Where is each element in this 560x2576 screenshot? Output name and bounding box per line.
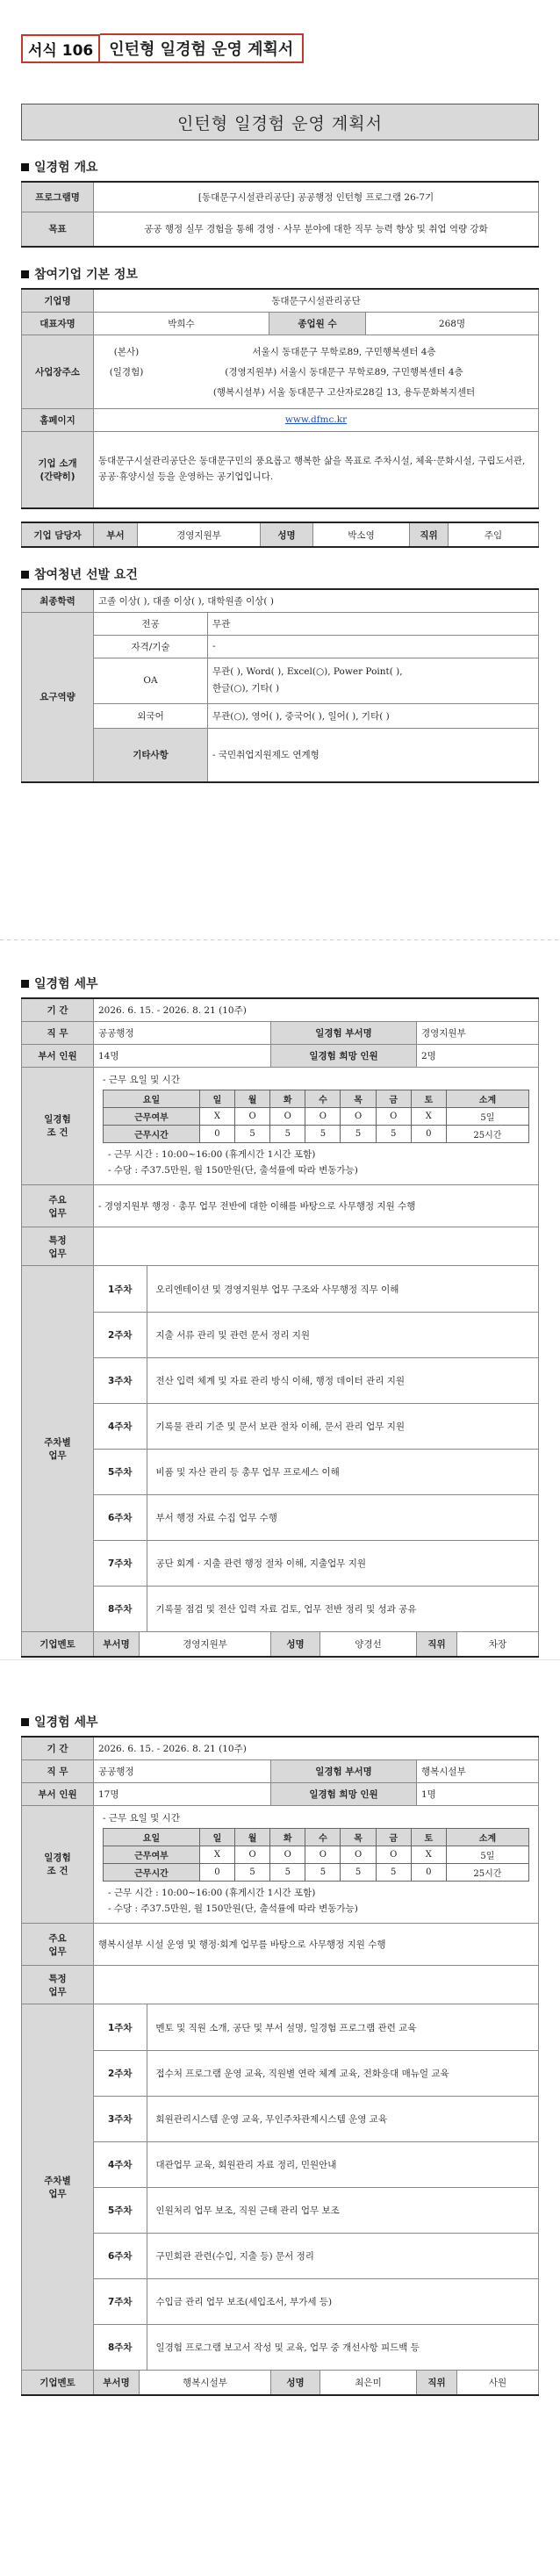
address-label: 사업장주소 (22, 335, 94, 408)
oa-label: OA (94, 658, 208, 703)
special-label-line2: 업무 (48, 1986, 67, 1997)
workday-table (103, 1828, 529, 1882)
week-row (94, 2050, 538, 2096)
work-status-cell: O (305, 1846, 341, 1863)
week-row (94, 2096, 538, 2141)
work-status-cell: 근무여부 (104, 1107, 200, 1125)
condition-label-line2: 조 건 (47, 1127, 68, 1139)
special-task-label (22, 1227, 94, 1266)
work-hours-cell: 5 (270, 1125, 305, 1142)
goal-label: 목표 (22, 212, 94, 247)
week-row (94, 2324, 538, 2370)
work-hours-cell: 5 (235, 1125, 270, 1142)
mentor-dept-value: 행복시설부 (140, 2371, 271, 2395)
address-tag-hq: (본사) (113, 346, 140, 357)
ceo-value: 박희수 (94, 312, 269, 335)
section-schedule-2-heading: 일경험 세부 (21, 1713, 539, 1731)
education-value: 고졸 이상( ), 대졸 이상( ), 대학원졸 이상( ) (94, 589, 539, 612)
main-task-value: 행복시설부 시설 운영 및 행정·회계 업무를 바탕으로 사무행정 지원 수행 (94, 1924, 539, 1966)
page-1 (0, 0, 560, 931)
form-header-title: 인턴형 일경험 운영 계획서 (100, 33, 304, 63)
work-status-cell: O (341, 1107, 376, 1125)
condition-intro: - 근무 요일 및 시간 (103, 1812, 180, 1824)
page-separator (0, 931, 560, 948)
week-row (94, 1312, 538, 1357)
week-number: 1주차 (94, 2004, 147, 2050)
week-task: 부서 행정 자료 수집 업무 수행 (147, 1494, 538, 1540)
workday-table (103, 1090, 529, 1143)
work-hours-cell: 25시간 (446, 1125, 528, 1142)
hope-value: 2명 (417, 1044, 539, 1067)
job-value: 공공행정 (94, 1759, 271, 1782)
week-row (94, 2233, 538, 2278)
education-label: 최종학력 (22, 589, 94, 612)
square-bullet-icon (21, 1718, 29, 1726)
intro-value: 동대문구시설관리공단은 동대문구민의 풍요롭고 행복한 삶을 목표로 주차시설, 체육·문화시설, 구립도서관, 공공·휴양시설 등을 운영하는 공기업입니다. (94, 431, 539, 508)
section-schedule-1-heading: 일경험 세부 (21, 975, 539, 992)
weekly-table (94, 1266, 538, 1631)
schedule-1-table (21, 997, 539, 1658)
day-header-cell: 화 (270, 1090, 305, 1107)
dept-value: 경영지원부 (417, 1021, 539, 1044)
week-task: 기록물 점검 및 전산 입력 자료 검토, 업무 전반 정리 및 성과 공유 (147, 1586, 538, 1631)
main-label-line1: 주요 (48, 1932, 67, 1944)
oa-line-2: 한글(○), 기타( ) (212, 683, 280, 694)
main-task-value: - 경영지원부 행정 · 총무 업무 전반에 대한 이해를 바탕으로 사무행정 지원 수행 (94, 1185, 539, 1227)
weekly-cell (94, 1266, 539, 1632)
work-hours-cell: 5 (376, 1125, 411, 1142)
work-hours-cell: 5 (235, 1863, 270, 1881)
main-label-line2: 업무 (48, 1207, 67, 1219)
mentor-dept-label: 부서명 (94, 1632, 140, 1657)
week-task: 지출 서류 관리 및 관련 문서 정리 지원 (147, 1312, 538, 1357)
mentor-position-value: 차장 (457, 1632, 539, 1657)
week-number: 8주차 (94, 1586, 147, 1631)
weekly-label (22, 1266, 94, 1632)
mentor-dept-value: 경영지원부 (140, 1632, 271, 1657)
weekly-label-line2: 업무 (48, 2189, 67, 2200)
square-bullet-icon (21, 980, 29, 988)
mentor-name-label: 성명 (271, 2371, 320, 2395)
work-hours-cell: 25시간 (446, 1863, 528, 1881)
work-hours-cell: 5 (341, 1863, 376, 1881)
requirements-table (21, 588, 539, 783)
day-header-cell: 수 (305, 1828, 341, 1846)
work-status-cell: O (305, 1107, 341, 1125)
work-status-cell: X (411, 1846, 446, 1863)
condition-note-2: - 수당 : 주37.5만원, 월 150만원(단, 출석률에 따라 변동가능) (108, 1903, 358, 1915)
work-status-cell: O (235, 1107, 270, 1125)
mentor-position-label: 직위 (417, 1632, 457, 1657)
company-label: 기업명 (22, 289, 94, 312)
day-header-cell: 요일 (104, 1090, 200, 1107)
document-title: 인턴형 일경험 운영 계획서 (21, 104, 539, 140)
address-tag-work: (일경험) (109, 366, 144, 378)
weekly-label (22, 2004, 94, 2371)
main-label-line1: 주요 (48, 1194, 67, 1205)
week-task: 비품 및 자산 관리 등 총무 업무 프로세스 이해 (147, 1449, 538, 1494)
work-status-cell: X (411, 1107, 446, 1125)
work-hours-cell: 5 (305, 1125, 341, 1142)
special-label-line1: 특정 (48, 1973, 67, 1984)
contact-dept-value: 경영지원부 (138, 522, 261, 547)
company-table (21, 288, 539, 509)
day-header-cell: 금 (376, 1828, 411, 1846)
recruit-value: 17명 (94, 1782, 271, 1805)
week-task: 접수처 프로그램 운영 교육, 직원별 연락 체계 교육, 전화응대 매뉴얼 교육 (147, 2050, 538, 2096)
square-bullet-icon (21, 270, 29, 278)
address-values (94, 335, 539, 408)
contact-name-label: 성명 (261, 522, 313, 547)
page-2 (0, 948, 560, 1659)
work-status-cell: O (376, 1846, 411, 1863)
form-number-badge: 서식 106 (21, 34, 100, 63)
mentor-name-value: 최은미 (320, 2371, 417, 2395)
job-label: 직 무 (22, 1021, 94, 1044)
form-header (21, 33, 539, 63)
work-status-cell: X (199, 1846, 234, 1863)
weekly-cell (94, 2004, 539, 2371)
week-number: 5주차 (94, 2187, 147, 2233)
work-status-cell: X (199, 1107, 234, 1125)
week-row (94, 1540, 538, 1586)
ceo-label: 대표자명 (22, 312, 94, 335)
work-hours-cell: 0 (199, 1125, 234, 1142)
work-status-cell: 5일 (446, 1846, 528, 1863)
week-row (94, 1449, 538, 1494)
week-number: 6주차 (94, 2233, 147, 2278)
work-hours-cell: 근무시간 (104, 1125, 200, 1142)
week-number: 1주차 (94, 1266, 147, 1312)
week-row (94, 1494, 538, 1540)
main-label-line2: 업무 (48, 1946, 67, 1957)
hope-label: 일경험 희망 인원 (271, 1782, 417, 1805)
weekly-label-line2: 업무 (48, 1450, 67, 1462)
address-work-1: (경영지원부) 서울시 동대문구 무학로89, 구민행복센터 4층 (225, 366, 463, 378)
weekly-label-line1: 주차별 (44, 2176, 71, 2187)
condition-label (22, 1067, 94, 1185)
condition-label-line1: 일경험 (44, 1853, 71, 1864)
week-number: 7주차 (94, 1540, 147, 1586)
work-status-cell: O (270, 1846, 305, 1863)
week-task: 전산 입력 체계 및 자료 관리 방식 이해, 행정 데이터 관리 지원 (147, 1357, 538, 1403)
recruit-label: 부서 인원 (22, 1044, 94, 1067)
contact-table (21, 522, 539, 548)
condition-note-1: - 근무 시간 : 10:00~16:00 (휴게시간 1시간 포함) (108, 1148, 316, 1160)
hope-value: 1명 (417, 1782, 539, 1805)
special-label-line1: 특정 (48, 1234, 67, 1246)
work-hours-cell: 0 (411, 1125, 446, 1142)
section-overview-heading: 일경험 개요 (21, 158, 539, 176)
period-label: 기 간 (22, 998, 94, 1021)
day-header-cell: 토 (411, 1828, 446, 1846)
employees-label: 종업원 수 (269, 312, 366, 335)
day-header-cell: 일 (199, 1090, 234, 1107)
etc-label: 기타사항 (94, 728, 208, 782)
language-value: 무관(○), 영어( ), 중국어( ), 일어( ), 기타( ) (208, 703, 539, 728)
main-task-label (22, 1185, 94, 1227)
day-header-cell: 일 (199, 1828, 234, 1846)
mentor-name-label: 성명 (271, 1632, 320, 1657)
period-label: 기 간 (22, 1737, 94, 1759)
address-work-2: (행복시설부) 서울 동대문구 고산자로28길 13, 용두문화복지센터 (212, 386, 476, 398)
week-row (94, 2278, 538, 2324)
work-hours-cell: 5 (376, 1863, 411, 1881)
day-header-cell: 목 (341, 1090, 376, 1107)
condition-cell (94, 1067, 539, 1185)
week-task: 오리엔테이션 및 경영지원부 업무 구조와 사무행정 직무 이해 (147, 1266, 538, 1312)
day-header-cell: 소계 (446, 1828, 528, 1846)
week-task: 기록물 관리 기준 및 문서 보관 절차 이해, 문서 관리 업무 지원 (147, 1403, 538, 1449)
week-task: 멘토 및 직원 소개, 공단 및 부서 설명, 일경험 프로그램 관련 교육 (147, 2004, 538, 2050)
homepage-label: 홈페이지 (22, 408, 94, 431)
special-task-label (22, 1966, 94, 2004)
oa-value (208, 658, 539, 703)
work-hours-cell: 5 (341, 1125, 376, 1142)
day-header-cell: 화 (270, 1828, 305, 1846)
week-task: 인원처리 업무 보조, 직원 근태 관리 업무 보조 (147, 2187, 538, 2233)
recruit-value: 14명 (94, 1044, 271, 1067)
day-header-cell: 소계 (446, 1090, 528, 1107)
schedule-2-table (21, 1736, 539, 2396)
work-status-cell: 근무여부 (104, 1846, 200, 1863)
condition-intro: - 근무 요일 및 시간 (103, 1074, 180, 1085)
work-hours-cell: 5 (270, 1863, 305, 1881)
day-header-cell: 월 (235, 1090, 270, 1107)
condition-label (22, 1805, 94, 1924)
work-status-cell: O (270, 1107, 305, 1125)
condition-note-1: - 근무 시간 : 10:00~16:00 (휴게시간 1시간 포함) (108, 1887, 316, 1898)
special-task-value (94, 1227, 539, 1266)
work-status-cell: 5일 (446, 1107, 528, 1125)
week-number: 4주차 (94, 2141, 147, 2187)
mentor-name-value: 양경선 (320, 1632, 417, 1657)
work-hours-cell: 5 (305, 1863, 341, 1881)
recruit-label: 부서 인원 (22, 1782, 94, 1805)
major-label: 전공 (94, 612, 208, 635)
job-label: 직 무 (22, 1759, 94, 1782)
work-hours-cell: 0 (199, 1863, 234, 1881)
week-task: 회원관리시스템 운영 교육, 무인주차관제시스템 운영 교육 (147, 2096, 538, 2141)
skills-label: 요구역량 (22, 612, 94, 782)
mentor-label: 기업멘토 (22, 2371, 94, 2395)
week-task: 대관업무 교육, 회원관리 자료 정리, 민원안내 (147, 2141, 538, 2187)
condition-label-line2: 조 건 (47, 1866, 68, 1877)
day-header-cell: 요일 (104, 1828, 200, 1846)
job-value: 공공행정 (94, 1021, 271, 1044)
intro-label-line1: 기업 소개 (38, 457, 77, 469)
day-header-cell: 토 (411, 1090, 446, 1107)
week-number: 3주차 (94, 1357, 147, 1403)
goal-value: 공공 행정 실무 경험을 통해 경영 · 사무 분야에 대한 직무 능력 향상 및 취업 역량 강화 (94, 212, 539, 247)
contact-position-value: 주임 (449, 522, 539, 547)
homepage-link[interactable]: www.dfmc.kr (284, 414, 348, 425)
week-row (94, 2187, 538, 2233)
week-task: 일경험 프로그램 보고서 작성 및 교육, 업무 중 개선사항 피드백 등 (147, 2324, 538, 2370)
week-number: 5주차 (94, 1449, 147, 1494)
week-task: 공단 회계 · 지출 관련 행정 절차 이해, 지출업무 지원 (147, 1540, 538, 1586)
special-label-line2: 업무 (48, 1248, 67, 1259)
week-task: 구민회관 관련(수입, 지출 등) 문서 정리 (147, 2233, 538, 2278)
condition-label-line1: 일경험 (44, 1114, 71, 1126)
special-task-value (94, 1966, 539, 2004)
hope-label: 일경험 희망 인원 (271, 1044, 417, 1067)
week-number: 3주차 (94, 2096, 147, 2141)
major-value: 무관 (208, 612, 539, 635)
work-status-cell: O (341, 1846, 376, 1863)
week-row (94, 1357, 538, 1403)
dept-label: 일경험 부서명 (271, 1021, 417, 1044)
section-requirements-heading: 참여청년 선발 요건 (21, 565, 539, 583)
dept-label: 일경험 부서명 (271, 1759, 417, 1782)
period-value: 2026. 6. 15. - 2026. 8. 21 (10주) (94, 998, 539, 1021)
week-row (94, 1586, 538, 1631)
company-value: 동대문구시설관리공단 (94, 289, 539, 312)
cert-label: 자격/기술 (94, 635, 208, 658)
overview-table (21, 181, 539, 248)
oa-line-1: 무관( ), Word( ), Excel(○), Power Point( ), (212, 666, 403, 678)
dept-value: 행복시설부 (417, 1759, 539, 1782)
section-company-heading: 참여기업 기본 정보 (21, 265, 539, 283)
language-label: 외국어 (94, 703, 208, 728)
week-number: 2주차 (94, 2050, 147, 2096)
day-header-cell: 금 (376, 1090, 411, 1107)
mentor-label: 기업멘토 (22, 1632, 94, 1657)
week-row (94, 2141, 538, 2187)
mentor-dept-label: 부서명 (94, 2371, 140, 2395)
etc-value: - 국민취업지원제도 연계형 (208, 728, 539, 782)
day-header-cell: 목 (341, 1828, 376, 1846)
week-number: 7주차 (94, 2278, 147, 2324)
condition-note-2: - 수당 : 주37.5만원, 월 150만원(단, 출석률에 따라 변동가능) (108, 1165, 358, 1176)
week-row (94, 2004, 538, 2050)
square-bullet-icon (21, 571, 29, 579)
work-status-cell: O (376, 1107, 411, 1125)
intro-label (22, 431, 94, 508)
day-header-cell: 수 (305, 1090, 341, 1107)
week-row (94, 1403, 538, 1449)
contact-name-value: 박소영 (313, 522, 410, 547)
intro-label-line2: (간략히) (39, 471, 75, 482)
mentor-position-label: 직위 (417, 2371, 457, 2395)
address-hq: 서울시 동대문구 무학로89, 구민행복센터 4층 (252, 346, 436, 357)
contact-position-label: 직위 (410, 522, 449, 547)
work-hours-cell: 근무시간 (104, 1863, 200, 1881)
week-task: 수입금 관리 업무 보조(세입조서, 부가세 등) (147, 2278, 538, 2324)
square-bullet-icon (21, 163, 29, 171)
weekly-table (94, 2004, 538, 2370)
contact-dept-label: 부서 (94, 522, 138, 547)
weekly-label-line1: 주차별 (44, 1437, 71, 1449)
page-3 (0, 1659, 560, 2576)
program-value: [동대문구시설관리공단] 공공행정 인턴형 프로그램 26-7기 (94, 182, 539, 212)
condition-cell (94, 1805, 539, 1924)
employees-value: 268명 (366, 312, 539, 335)
week-row (94, 1266, 538, 1312)
period-value: 2026. 6. 15. - 2026. 8. 21 (10주) (94, 1737, 539, 1759)
week-number: 6주차 (94, 1494, 147, 1540)
program-label: 프로그램명 (22, 182, 94, 212)
cert-value: - (208, 635, 539, 658)
day-header-cell: 월 (235, 1828, 270, 1846)
week-number: 2주차 (94, 1312, 147, 1357)
week-number: 8주차 (94, 2324, 147, 2370)
contact-label: 기업 담당자 (22, 522, 94, 547)
work-hours-cell: 0 (411, 1863, 446, 1881)
week-number: 4주차 (94, 1403, 147, 1449)
mentor-position-value: 사원 (457, 2371, 539, 2395)
main-task-label (22, 1924, 94, 1966)
work-status-cell: O (235, 1846, 270, 1863)
